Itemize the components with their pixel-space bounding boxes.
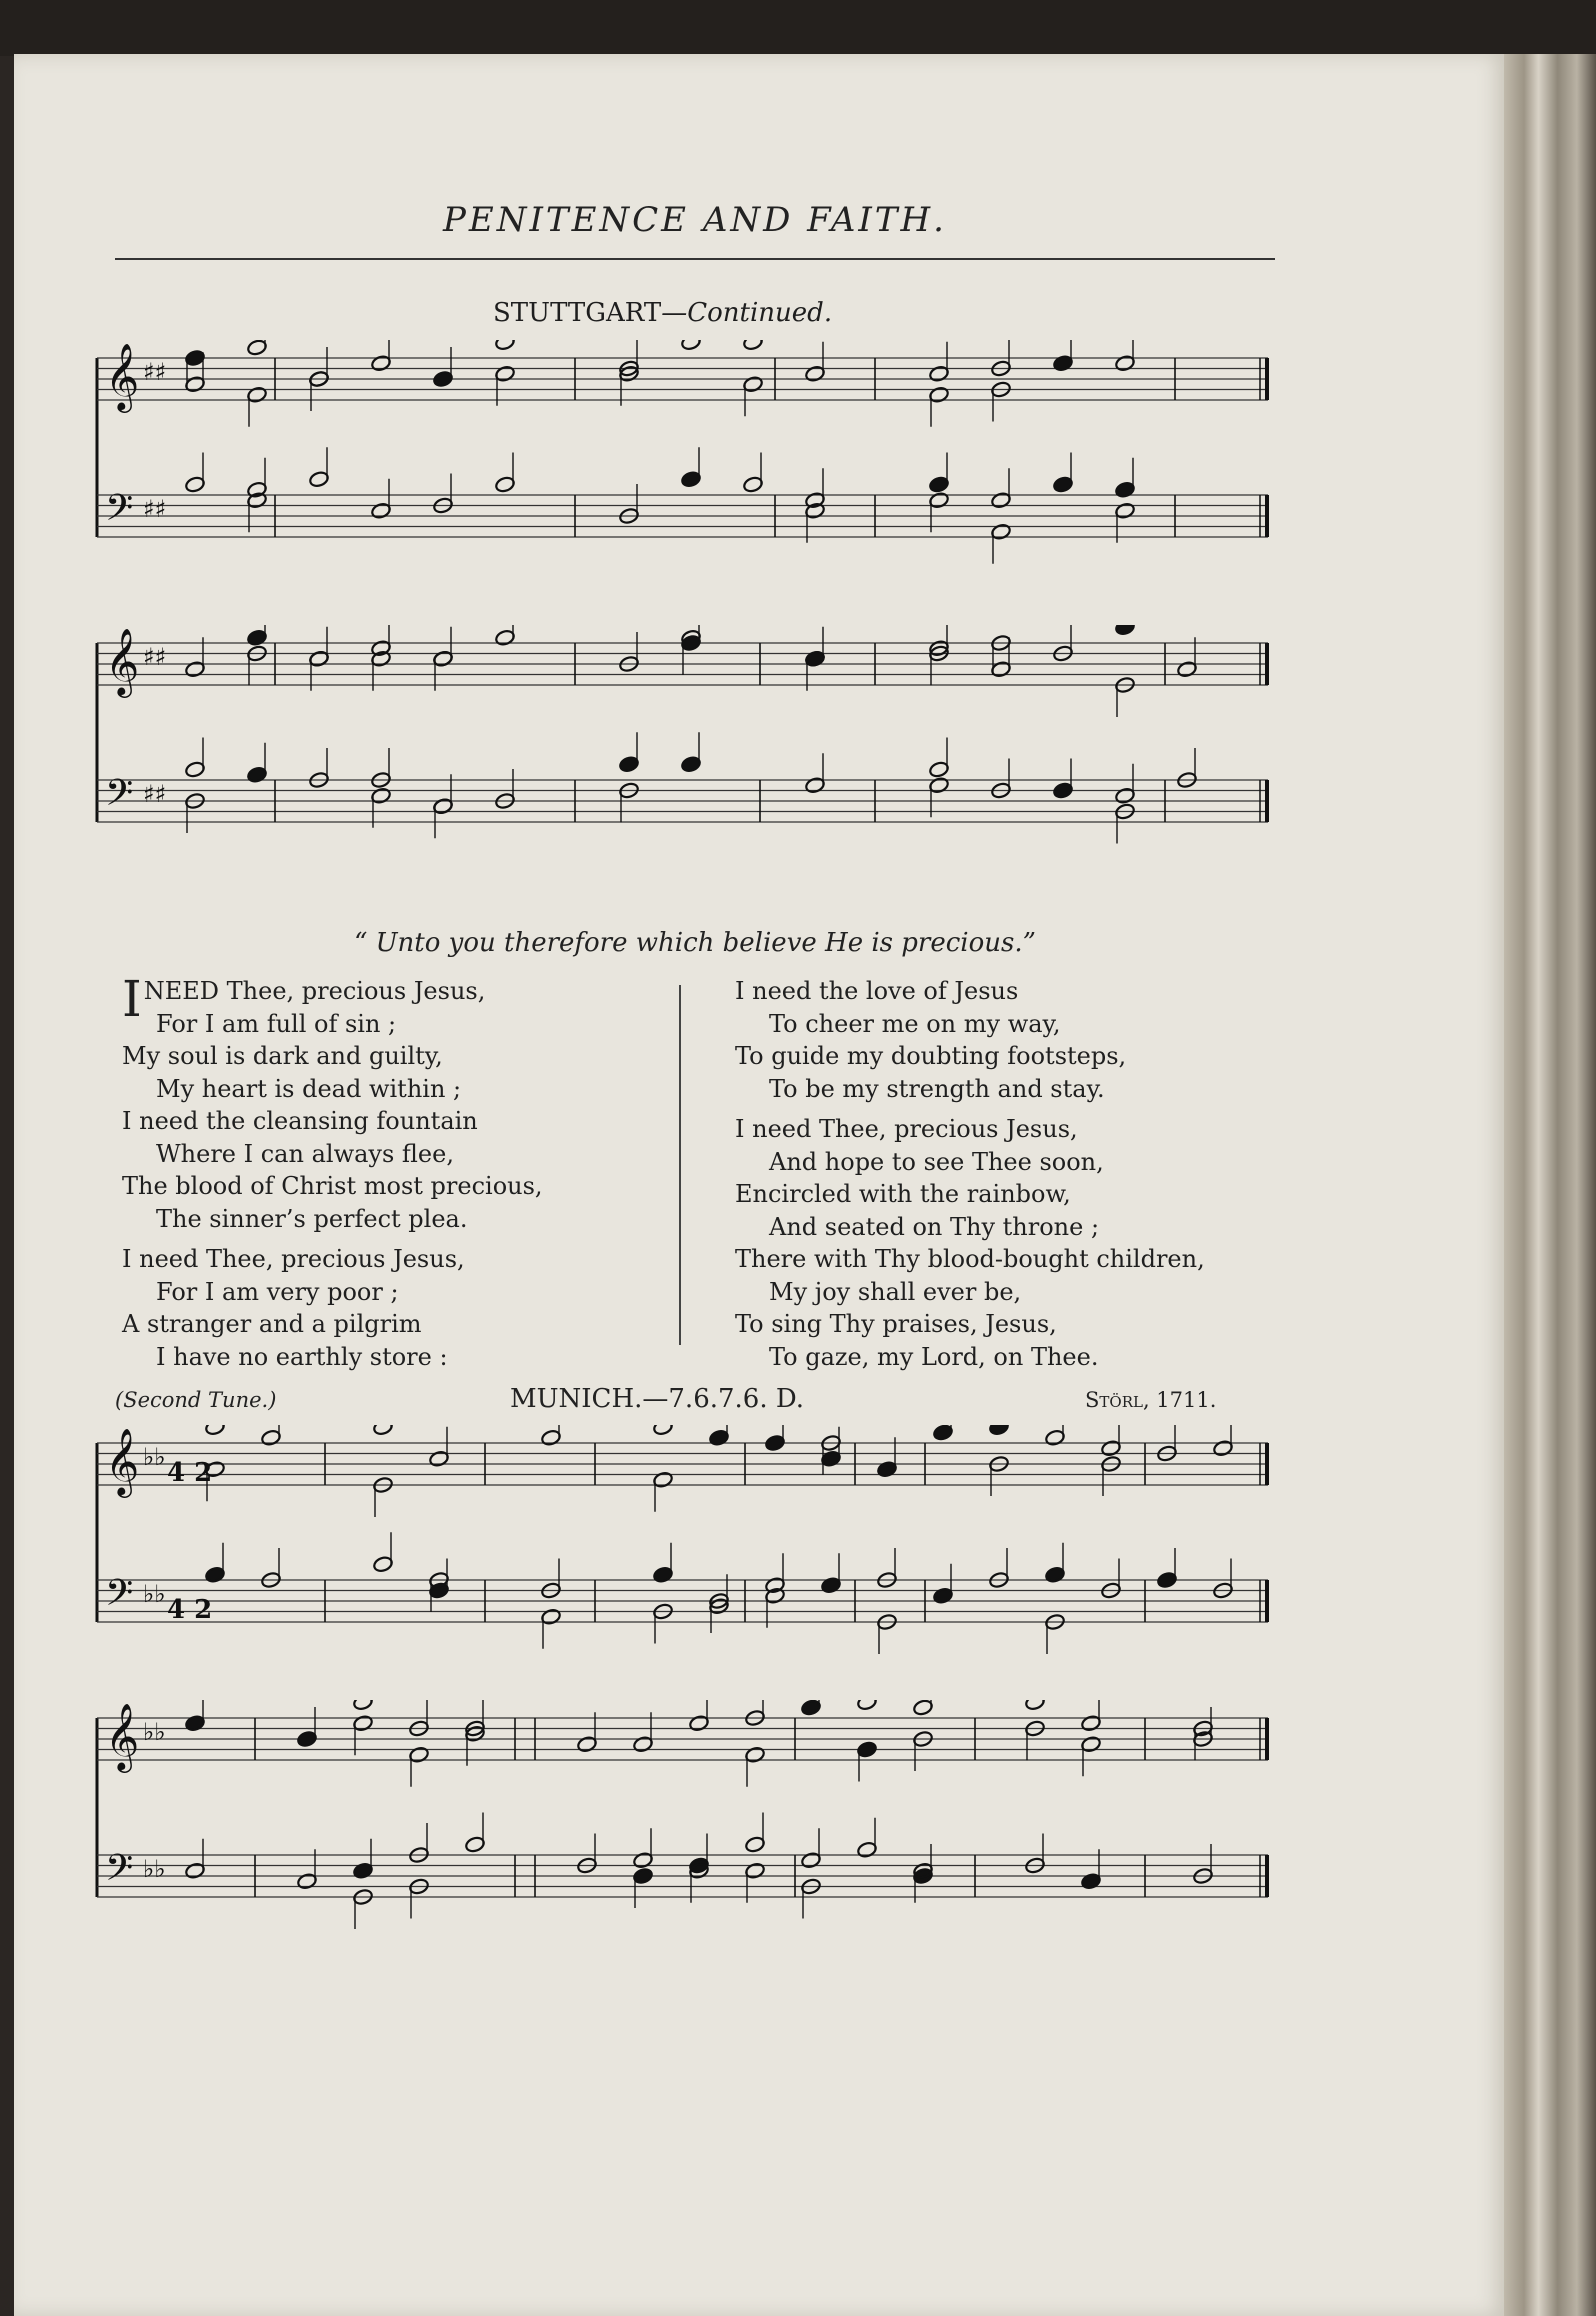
verse-line: I need Thee, precious Jesus, <box>735 1115 1078 1143</box>
key-signature: ♯♯ <box>143 643 167 671</box>
verse-line: To be my strength and stay. <box>769 1074 1105 1103</box>
verse-line: The blood of Christ most precious, <box>122 1172 543 1200</box>
key-signature: ♭♭ <box>143 1443 166 1471</box>
time-signature: 4 2 <box>167 1458 213 1488</box>
tune-continued: —Continued. <box>661 298 833 328</box>
verse-line: NEED Thee, precious Jesus, <box>143 977 486 1005</box>
clef: 𝄢 <box>105 1572 134 1623</box>
page-edges <box>1500 54 1596 2316</box>
clef: 𝄢 <box>105 487 134 538</box>
key-signature: ♭♭ <box>143 1580 166 1608</box>
clef: 𝄞 <box>105 1427 140 1495</box>
verse-line: To sing Thy praises, Jesus, <box>735 1310 1057 1338</box>
key-signature: ♯♯ <box>143 358 167 386</box>
verse-line: I have no earthly store : <box>156 1342 448 1371</box>
verse-line: I need the cleansing fountain <box>122 1107 478 1135</box>
verse-line: To cheer me on my way, <box>769 1009 1061 1038</box>
clef: 𝄞 <box>105 342 140 410</box>
verses-right-column <box>735 975 1205 1373</box>
verses-left-column <box>122 970 543 1373</box>
stanza-gap <box>735 1105 1205 1113</box>
tune-name: STUTTGART <box>493 298 662 328</box>
epigraph: “ Unto you therefore which believe He is precious.” <box>354 928 1036 958</box>
music-system-2 <box>95 625 1280 895</box>
composer: Störl, 1711. <box>1085 1388 1217 1412</box>
verse-line: Where I can always flee, <box>156 1139 454 1168</box>
verse-line: My joy shall ever be, <box>769 1277 1022 1306</box>
tune-title-munich: MUNICH.—7.6.7.6. D. <box>510 1384 805 1414</box>
verse-line: The sinner’s perfect plea. <box>156 1204 468 1233</box>
key-signature: ♯♯ <box>143 780 167 808</box>
header-rule <box>115 258 1275 260</box>
verse-line: There with Thy blood-bought children, <box>735 1245 1205 1273</box>
verse-line: My soul is dark and guilty, <box>122 1042 443 1070</box>
drop-cap: I <box>122 970 142 1028</box>
key-signature: ♭♭ <box>143 1855 166 1883</box>
verse-line: And seated on Thy throne ; <box>769 1212 1100 1241</box>
key-signature: ♯♯ <box>143 495 167 523</box>
clef: 𝄢 <box>105 772 134 823</box>
music-system-1 <box>95 340 1280 610</box>
music-system-3 <box>95 1425 1280 1695</box>
second-tune-label: (Second Tune.) <box>115 1388 277 1412</box>
verse-line: To guide my doubting footsteps, <box>735 1042 1127 1070</box>
verse-line: Encircled with the rainbow, <box>735 1180 1071 1208</box>
verse-line: And hope to see Thee soon, <box>769 1147 1104 1176</box>
clef: 𝄞 <box>105 627 140 695</box>
verse-line: For I am very poor ; <box>156 1277 399 1306</box>
verse-line: I need Thee, precious Jesus, <box>122 1245 465 1273</box>
key-signature: ♭♭ <box>143 1718 166 1746</box>
music-system-4 <box>95 1700 1280 1970</box>
column-divider <box>679 985 681 1345</box>
time-signature: 4 2 <box>167 1595 213 1625</box>
stanza-gap <box>122 1235 543 1243</box>
verse-line: For I am full of sin ; <box>156 1009 397 1038</box>
verse-line: I need the love of Jesus <box>735 977 1019 1005</box>
verse-line: To gaze, my Lord, on Thee. <box>769 1342 1099 1371</box>
book-binding-top <box>0 0 1596 56</box>
clef: 𝄞 <box>105 1702 140 1770</box>
clef: 𝄢 <box>105 1847 134 1898</box>
tune-title-stuttgart <box>493 298 832 328</box>
page-header: PENITENCE AND FAITH. <box>443 200 947 240</box>
verse-line: My heart is dead within ; <box>156 1074 462 1103</box>
verse-line: A stranger and a pilgrim <box>122 1310 422 1338</box>
